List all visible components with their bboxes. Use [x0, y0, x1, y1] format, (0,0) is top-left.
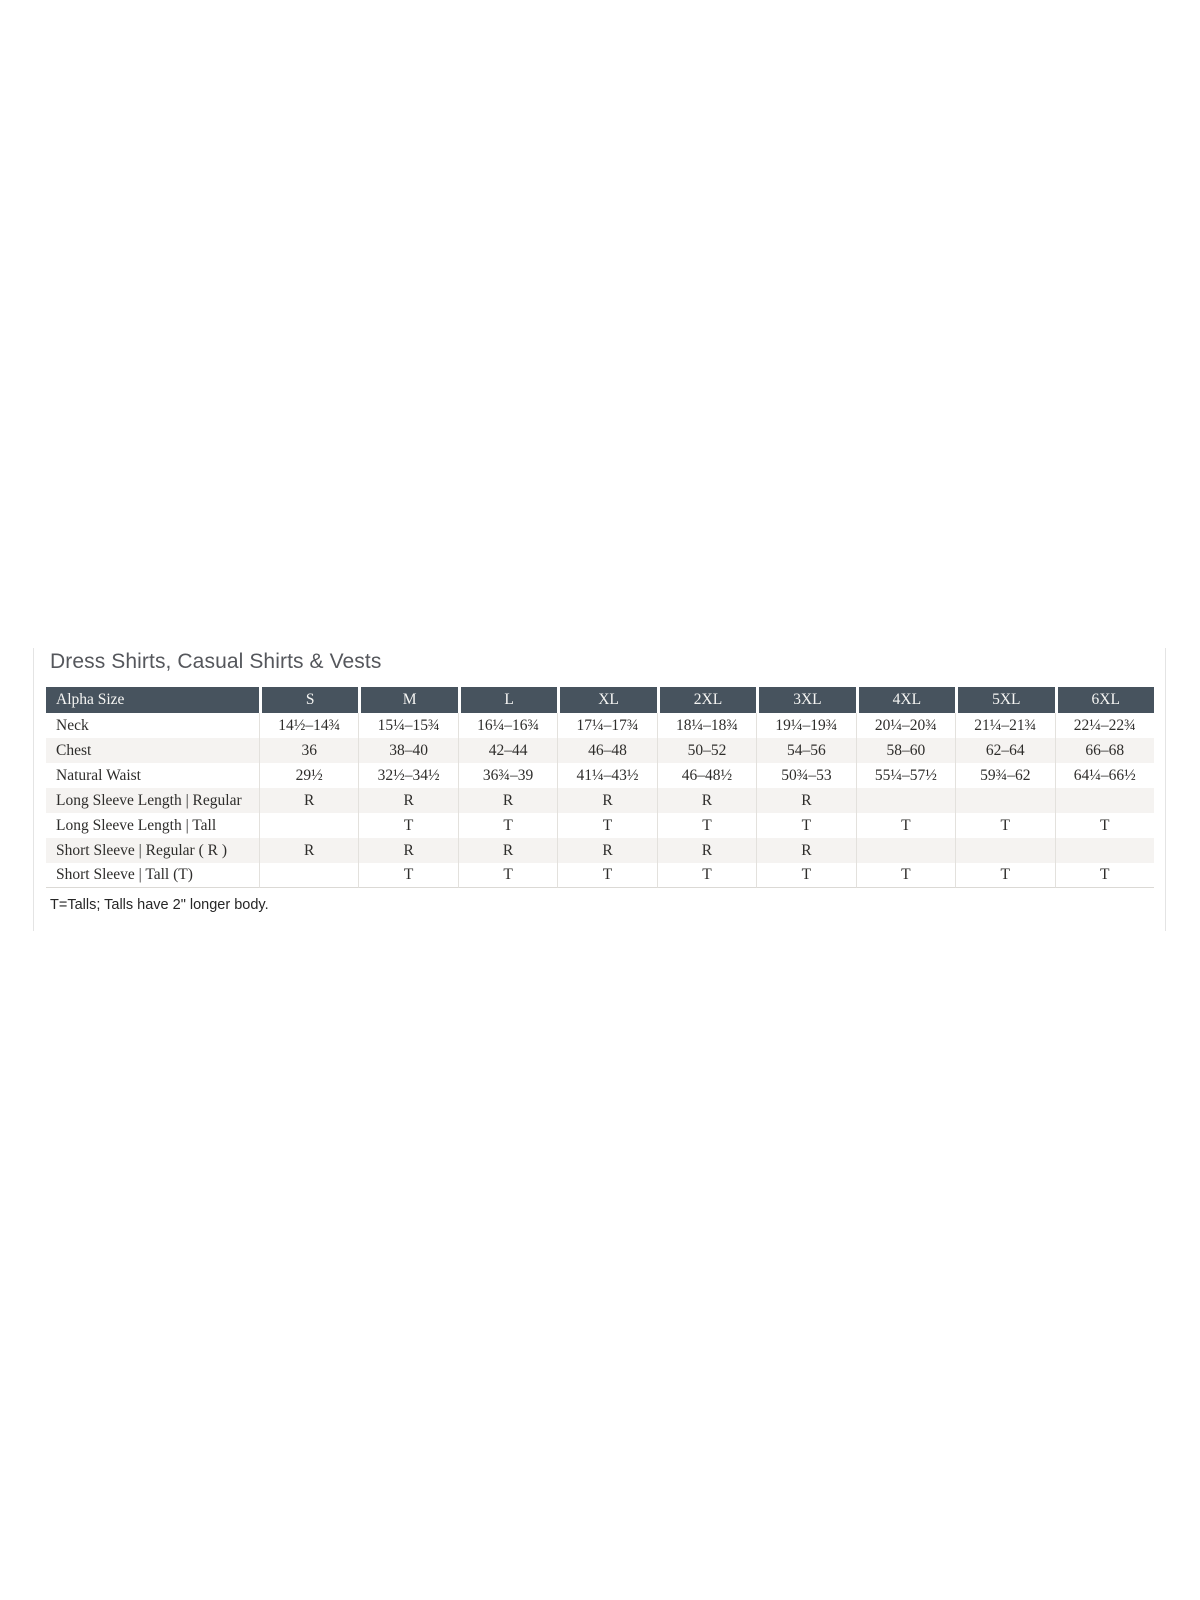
size-value-cell: R	[358, 838, 457, 863]
size-value-cell: R	[557, 838, 656, 863]
table-row	[46, 788, 1154, 813]
size-value-cell	[259, 863, 358, 888]
size-value-cell: T	[856, 863, 955, 888]
size-value-cell: R	[259, 838, 358, 863]
size-value-cell: 46–48	[557, 738, 656, 763]
talls-footnote: T=Talls; Talls have 2" longer body.	[50, 897, 269, 913]
size-value-cell: 22¼–22¾	[1055, 713, 1155, 738]
row-label: Chest	[46, 738, 259, 763]
size-value-cell: 15¼–15¾	[358, 713, 457, 738]
size-chart-table	[46, 687, 1154, 888]
size-value-cell: T	[358, 813, 457, 838]
size-value-cell: R	[557, 788, 656, 813]
column-header-alpha-size: Alpha Size	[46, 687, 259, 713]
size-value-cell: 18¼–18¾	[657, 713, 756, 738]
header-row	[46, 687, 1154, 713]
size-value-cell: 59¾–62	[955, 763, 1054, 788]
size-value-cell: 20¼–20¾	[856, 713, 955, 738]
size-value-cell	[856, 838, 955, 863]
size-value-cell: 19¼–19¾	[756, 713, 855, 738]
size-value-cell	[1055, 838, 1155, 863]
size-value-cell: 58–60	[856, 738, 955, 763]
size-chart-body	[46, 713, 1154, 888]
column-header-size: L	[458, 687, 557, 713]
size-value-cell: T	[657, 813, 756, 838]
size-value-cell: 32½–34½	[358, 763, 457, 788]
table-row	[46, 863, 1154, 888]
size-value-cell: 50–52	[657, 738, 756, 763]
size-value-cell: R	[458, 838, 557, 863]
size-value-cell: 42–44	[458, 738, 557, 763]
size-value-cell: 64¼–66½	[1055, 763, 1155, 788]
size-value-cell: 50¾–53	[756, 763, 855, 788]
table-row	[46, 738, 1154, 763]
table-row	[46, 763, 1154, 788]
size-value-cell: 21¼–21¾	[955, 713, 1054, 738]
size-value-cell: 38–40	[358, 738, 457, 763]
size-value-cell	[259, 813, 358, 838]
column-header-size: 6XL	[1055, 687, 1155, 713]
row-label: Long Sleeve Length | Regular	[46, 788, 259, 813]
column-header-size: 5XL	[955, 687, 1054, 713]
table-row	[46, 713, 1154, 738]
size-value-cell: 62–64	[955, 738, 1054, 763]
column-header-size: 4XL	[856, 687, 955, 713]
column-header-size: 2XL	[657, 687, 756, 713]
size-value-cell	[856, 788, 955, 813]
size-value-cell: 29½	[259, 763, 358, 788]
size-value-cell	[1055, 788, 1155, 813]
size-value-cell: R	[657, 838, 756, 863]
size-chart-header	[46, 687, 1154, 713]
size-value-cell: R	[458, 788, 557, 813]
page-title: Dress Shirts, Casual Shirts & Vests	[50, 650, 382, 673]
size-value-cell: T	[1055, 863, 1155, 888]
size-value-cell: 55¼–57½	[856, 763, 955, 788]
size-value-cell: T	[1055, 813, 1155, 838]
size-value-cell: 36¾–39	[458, 763, 557, 788]
row-label: Neck	[56, 716, 89, 734]
size-value-cell: T	[458, 813, 557, 838]
column-header-size: M	[358, 687, 457, 713]
size-value-cell: T	[955, 813, 1054, 838]
column-header-size: XL	[557, 687, 656, 713]
size-value-cell: R	[358, 788, 457, 813]
size-value-cell: 17¼–17¾	[557, 713, 656, 738]
size-value-cell: T	[358, 863, 457, 888]
row-label: Natural Waist	[56, 766, 141, 784]
size-value-cell: T	[557, 813, 656, 838]
size-value-cell: T	[756, 813, 855, 838]
size-value-cell: R	[756, 838, 855, 863]
size-value-cell: T	[657, 863, 756, 888]
row-label: Short Sleeve | Tall (T)	[46, 863, 259, 888]
size-value-cell: T	[557, 863, 656, 888]
column-header-size: S	[259, 687, 358, 713]
size-value-cell: 54–56	[756, 738, 855, 763]
size-value-cell: R	[259, 788, 358, 813]
row-label: Short Sleeve | Regular ( R )	[46, 838, 259, 863]
size-value-cell: 14½–14¾	[259, 713, 358, 738]
size-value-cell: 46–48½	[657, 763, 756, 788]
size-value-cell	[955, 838, 1054, 863]
row-label: Long Sleeve Length | Tall	[56, 816, 217, 834]
size-value-cell: T	[756, 863, 855, 888]
size-value-cell: T	[955, 863, 1054, 888]
size-value-cell: 36	[259, 738, 358, 763]
size-value-cell: 16¼–16¾	[458, 713, 557, 738]
size-value-cell: R	[657, 788, 756, 813]
size-value-cell: R	[756, 788, 855, 813]
size-value-cell: T	[458, 863, 557, 888]
size-value-cell: 41¼–43½	[557, 763, 656, 788]
table-row	[46, 813, 1154, 838]
column-header-size: 3XL	[756, 687, 855, 713]
size-value-cell	[955, 788, 1054, 813]
size-chart-panel	[33, 648, 1166, 931]
size-value-cell: 66–68	[1055, 738, 1155, 763]
size-value-cell: T	[856, 813, 955, 838]
table-row	[46, 838, 1154, 863]
